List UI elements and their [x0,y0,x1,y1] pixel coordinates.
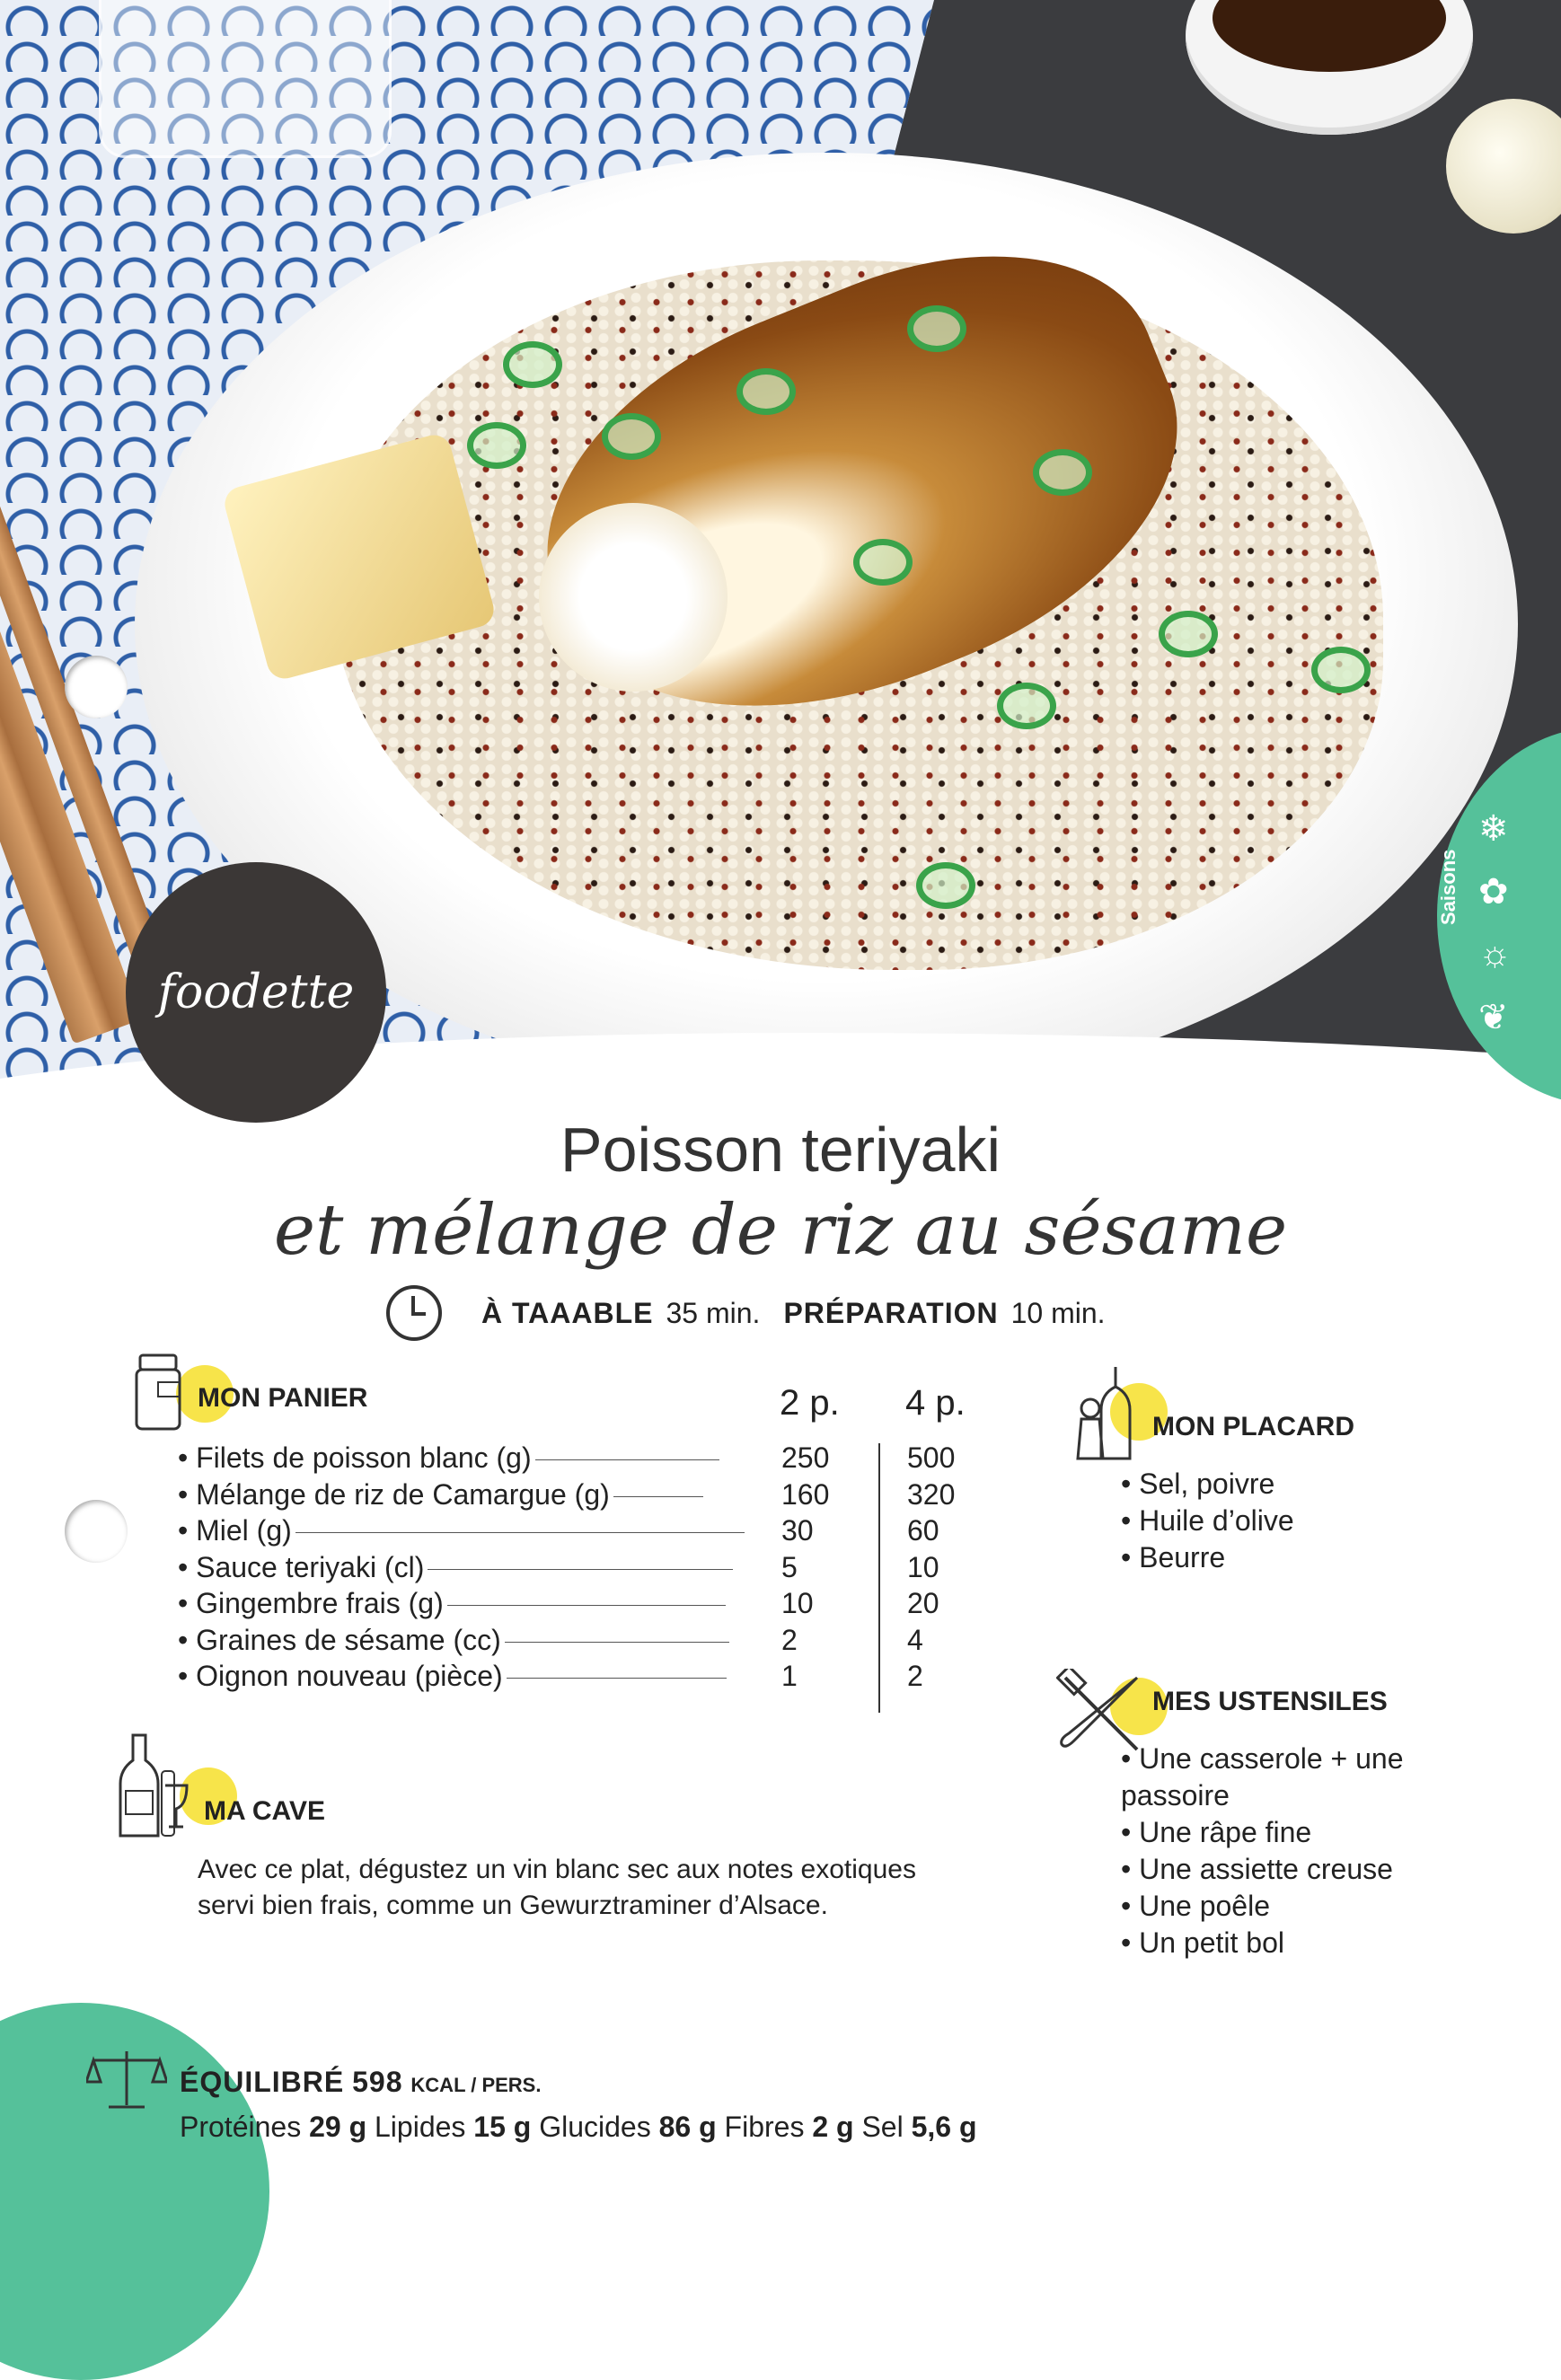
proteins-value: 29 g [309,2111,367,2143]
scallion-slice [467,422,526,469]
timing-row [386,1286,1106,1340]
balance-scale-icon [86,2048,167,2111]
pantry-item: • Beurre [1121,1539,1294,1576]
ingredient-name: • Sauce teriyaki (cl) [178,1551,424,1584]
scallion-slice [1159,611,1218,657]
ingredient-row [178,1441,986,1478]
wine-pairing-text: Avec ce plat, dégustez un vin blanc sec aux notes exotiques servi bien frais, comme un Gewurztraminer d’Alsace. [198,1855,916,1920]
recipe-title: Poisson teriyaki [560,1115,1001,1185]
ingredient-row [178,1514,986,1551]
salt-value: 5,6 g [911,2111,977,2143]
ingredient-row [178,1587,986,1624]
column-2-persons: 2 p. [780,1383,840,1423]
carbs-value: 86 g [658,2111,717,2143]
utensil-item: • Un petit bol [1121,1925,1480,1961]
lipids-value: 15 g [473,2111,532,2143]
section-heading-placard: MON PLACARD [1152,1412,1354,1441]
quantity-2p: 250 [781,1441,830,1474]
snowflake-icon: ❄ [1478,809,1509,849]
ingredient-list [178,1441,986,1697]
quantity-4p: 500 [907,1441,956,1474]
kcal-value: 598 [352,2066,403,2098]
carbs-label: Glucides [539,2111,651,2143]
proteins-label: Protéines [180,2111,302,2143]
scallion-slice [916,862,975,909]
scallion-slice [907,305,966,352]
water-glass [99,0,392,158]
scallion-slice [997,683,1056,729]
column-divider [878,1443,880,1713]
logo-text: foodette [157,965,355,1019]
quantity-4p: 2 [907,1660,923,1692]
prep-time-value: 10 min. [1010,1296,1106,1329]
scallion-slice [853,539,913,586]
pantry-list [1121,1466,1294,1576]
nutrition-summary [180,2066,541,2099]
pantry-item: • Huile d’olive [1121,1503,1294,1539]
ingredient-name: • Filets de poisson blanc (g) [178,1441,532,1475]
brand-logo [126,862,386,1123]
fish-flesh [539,503,728,692]
sun-icon: ☼ [1478,934,1512,974]
lipids-label: Lipides [375,2111,466,2143]
leaf-icon: ❦ [1478,998,1509,1037]
section-heading-cave: MA CAVE [204,1796,325,1826]
ingredient-row [178,1551,986,1588]
jar-icon [131,1352,185,1432]
leader-line [507,1677,727,1679]
leader-line [505,1641,729,1643]
total-time-value: 35 min. [666,1296,761,1329]
ingredient-name: • Mélange de riz de Camargue (g) [178,1478,610,1512]
fiber-label: Fibres [724,2111,805,2143]
binder-hole [65,656,128,718]
quantity-4p: 60 [907,1514,939,1547]
salt-label: Sel [861,2111,904,2143]
column-4-persons: 4 p. [905,1383,966,1423]
quantity-2p: 5 [781,1550,798,1583]
scallion-slice [1311,647,1371,693]
utensil-item: • Une poêle [1121,1888,1480,1925]
ingredient-row [178,1624,986,1661]
quantity-4p: 20 [907,1587,939,1619]
ingredient-name: • Gingembre frais (g) [178,1587,444,1620]
scallion-slice [1033,449,1092,496]
scallion-slice [602,413,661,460]
leader-line [295,1531,745,1533]
quantity-2p: 160 [781,1477,830,1511]
quantity-2p: 30 [781,1514,814,1547]
utensil-item: • Une casserole + une passoire [1121,1741,1480,1814]
seasons-label: Saisons [1437,849,1460,925]
ingredient-name: • Graines de sésame (cc) [178,1624,501,1657]
utensil-list [1121,1741,1480,1961]
leader-line [428,1568,733,1570]
fiber-value: 2 g [812,2111,854,2143]
clock-icon [386,1285,442,1341]
leader-line [613,1495,703,1497]
quantity-2p: 2 [781,1623,798,1656]
nutrition-details [180,2111,977,2144]
utensil-item: • Une assiette creuse [1121,1851,1480,1888]
utensil-item: • Une râpe fine [1121,1814,1480,1851]
kcal-unit: KCAL / PERS. [410,2074,542,2096]
spring-onion [1446,99,1561,234]
ingredient-name: • Oignon nouveau (pièce) [178,1660,503,1693]
scallion-slice [503,341,562,388]
scallion-slice [736,368,796,415]
section-heading-ustensiles: MES USTENSILES [1152,1687,1388,1716]
balance-label: ÉQUILIBRÉ [180,2066,345,2098]
quantity-2p: 10 [781,1587,814,1619]
section-heading-panier: MON PANIER [198,1383,368,1413]
pantry-item: • Sel, poivre [1121,1466,1294,1503]
quantity-2p: 1 [781,1660,798,1692]
quantity-4p: 4 [907,1623,923,1656]
ingredient-name: • Miel (g) [178,1514,292,1547]
prep-time-label: PRÉPARATION [783,1296,999,1329]
quantity-4p: 10 [907,1550,939,1583]
binder-hole [65,1500,128,1563]
quantity-4p: 320 [907,1477,956,1511]
oil-bottle-icon [1074,1363,1137,1462]
recipe-subtitle: et mélange de riz au sésame [273,1190,1288,1271]
leader-line [535,1459,719,1460]
ingredient-row [178,1478,986,1515]
leader-line [447,1604,726,1606]
wine-bottle-icon [113,1732,190,1839]
flower-icon: ✿ [1478,872,1509,912]
total-time-label: À TAAABLE [481,1296,654,1329]
ingredient-row [178,1660,986,1697]
